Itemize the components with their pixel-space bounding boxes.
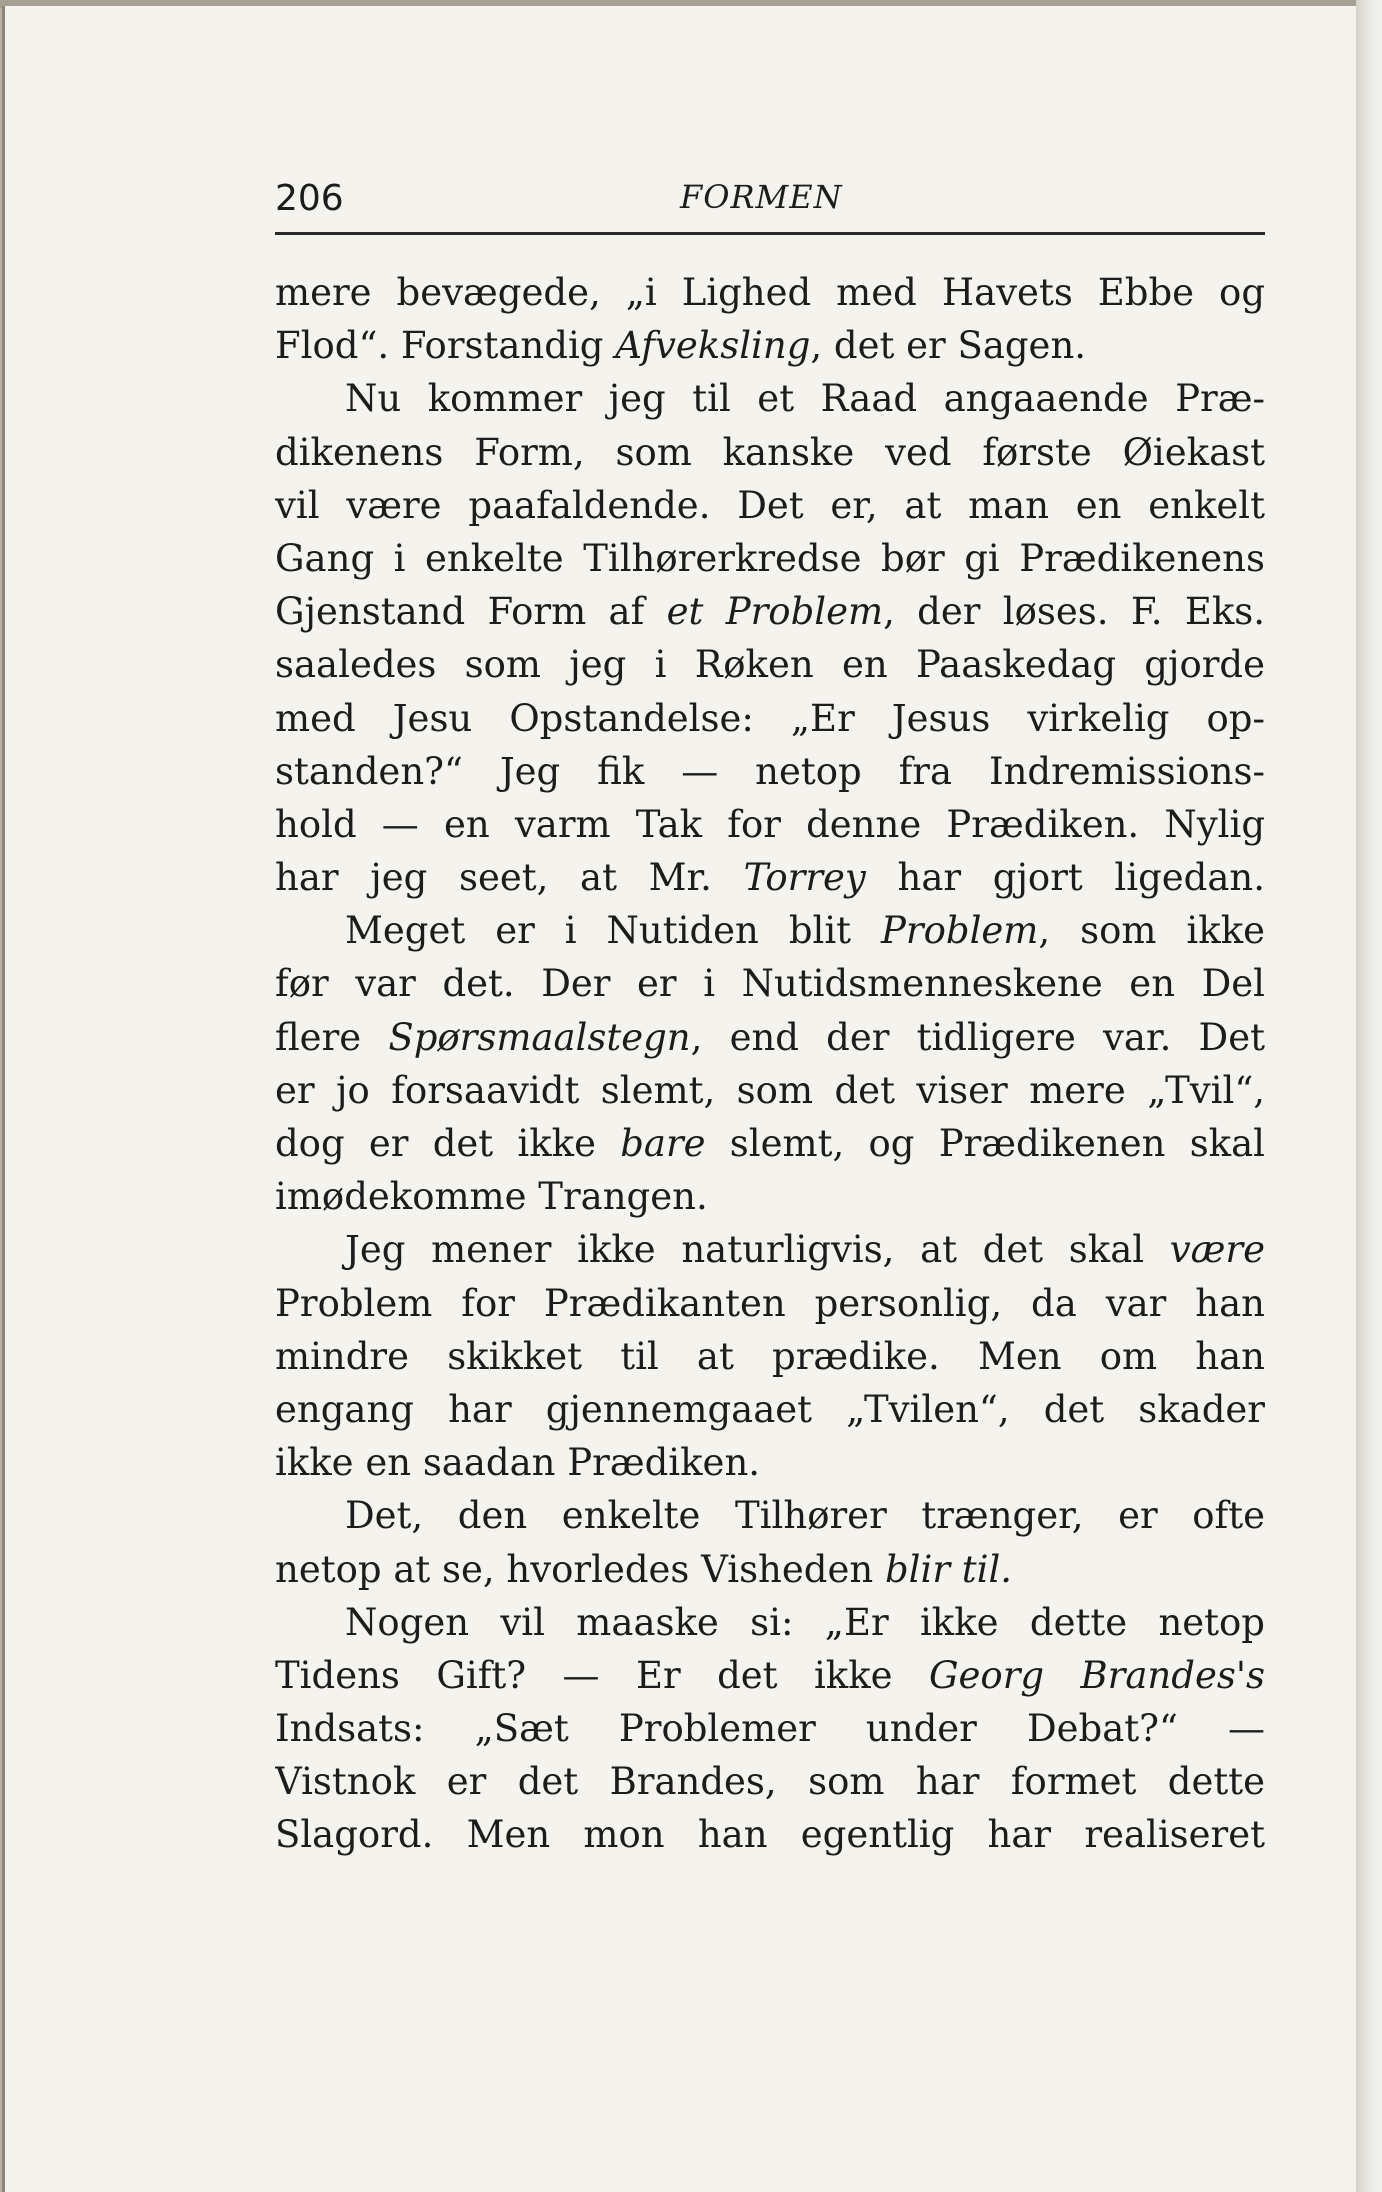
text-line [275,1808,1265,1861]
text-segment: slemt, og Prædikenen skal [705,1122,1265,1165]
text-segment: før var det. Der er i Nutidsmenneskene en Del [275,962,1265,1006]
text-line [275,1436,1265,1489]
italic-text: Problem [881,909,1039,953]
italic-text: Georg Brandes's [928,1653,1265,1697]
text-segment: flere [275,1015,389,1059]
italic-text: et Problem [666,590,884,634]
text-segment: har jeg seet, at Mr. [275,856,744,900]
text-line [275,798,1265,851]
text-line [275,638,1265,691]
text-line [275,532,1265,585]
page-right-edge [1356,0,1382,2192]
text-segment: mere bevægede, „i Lighed med Havets Ebbe og [275,271,1265,314]
text-line [275,479,1265,532]
text-line [275,1011,1265,1064]
text-segment: mindre skikket til at prædike. Men om han [275,1334,1265,1378]
text-line [275,904,1265,957]
text-segment: imødekomme Trangen. [275,1175,708,1219]
italic-text: Afveksling [615,324,811,368]
body-text [275,266,1265,1862]
text-line [275,692,1265,745]
text-line [275,1170,1265,1223]
italic-text: Spørsmaalstegn [388,1015,691,1059]
text-segment: , der løses. F. Eks. [883,590,1265,634]
text-segment: vil være paafaldende. Det er, at man en enkelt [275,483,1265,527]
text-line [275,1064,1265,1117]
text-segment: , det er Sagen. [810,324,1087,368]
text-segment: Jeg mener ikke naturligvis, at det skal [345,1228,1170,1272]
text-line [275,1383,1265,1436]
text-segment: dog er det ikke [275,1122,621,1165]
text-segment: Flod“. Forstandig [275,324,616,368]
page-number: 206 [275,178,344,219]
text-segment: netop at se, hvorledes Visheden [275,1547,885,1591]
text-segment: ikke en saadan Prædiken. [275,1441,761,1485]
text-line [275,1489,1265,1542]
text-line [275,1223,1265,1276]
text-line [275,1702,1265,1755]
text-segment: Indsats: „Sæt Problemer under Debat?“ — [275,1707,1265,1751]
text-segment: , som ikke [1038,909,1265,953]
text-segment: engang har gjennemgaaet „Tvilen“, det skader [275,1387,1265,1431]
text-segment: hold — en varm Tak for denne Prædiken. Nylig [275,802,1265,846]
page-header [275,170,1265,235]
italic-text: være [1169,1228,1265,1272]
text-line [275,1755,1265,1808]
running-title: FORMEN [680,178,843,216]
text-segment: dikenens Form, som kanske ved første Øiekast [275,430,1265,474]
text-line [275,585,1265,638]
text-segment: er jo forsaavidt slemt, som det viser mere „Tvil“, [275,1068,1265,1112]
text-segment: Problem for Prædikanten personlig, da var han [275,1281,1265,1325]
text-segment: Nu kommer jeg til et Raad angaaende Præ- [345,377,1265,421]
italic-text: blir til. [884,1547,1013,1591]
text-line [275,1649,1265,1702]
text-segment: Gjenstand Form af [275,590,667,634]
text-line [275,1117,1265,1170]
text-segment: Meget er i Nutiden blit [345,909,882,953]
text-line [275,851,1265,904]
text-line [275,266,1265,319]
italic-text: bare [620,1122,706,1165]
text-line [275,1596,1265,1649]
text-segment: , end der tidligere var. Det [690,1015,1265,1059]
text-segment: saaledes som jeg i Røken en Paaskedag gjorde [275,643,1265,687]
text-segment: Nogen vil maaske si: „Er ikke dette netop [345,1600,1265,1644]
text-line [275,745,1265,798]
text-line [275,319,1265,372]
text-segment: har gjort ligedan. [865,856,1265,900]
text-line [275,1277,1265,1330]
text-line [275,426,1265,479]
text-line [275,957,1265,1010]
text-line [275,372,1265,425]
text-segment: med Jesu Opstandelse: „Er Jesus virkelig op- [275,696,1265,740]
text-segment: Gang i enkelte Tilhørerkredse bør gi Prædikenens [275,536,1265,580]
text-line [275,1330,1265,1383]
text-segment: Slagord. Men mon han egentlig har realiseret [275,1813,1265,1857]
text-line [275,1543,1265,1596]
text-segment: standen?“ Jeg fik — netop fra Indremissions- [275,749,1265,793]
italic-text: Torrey [743,856,866,900]
text-segment: Tidens Gift? — Er det ikke [275,1653,929,1697]
text-segment: Det, den enkelte Tilhører trænger, er ofte [345,1494,1265,1538]
text-segment: Vistnok er det Brandes, som har formet dette [275,1760,1265,1804]
